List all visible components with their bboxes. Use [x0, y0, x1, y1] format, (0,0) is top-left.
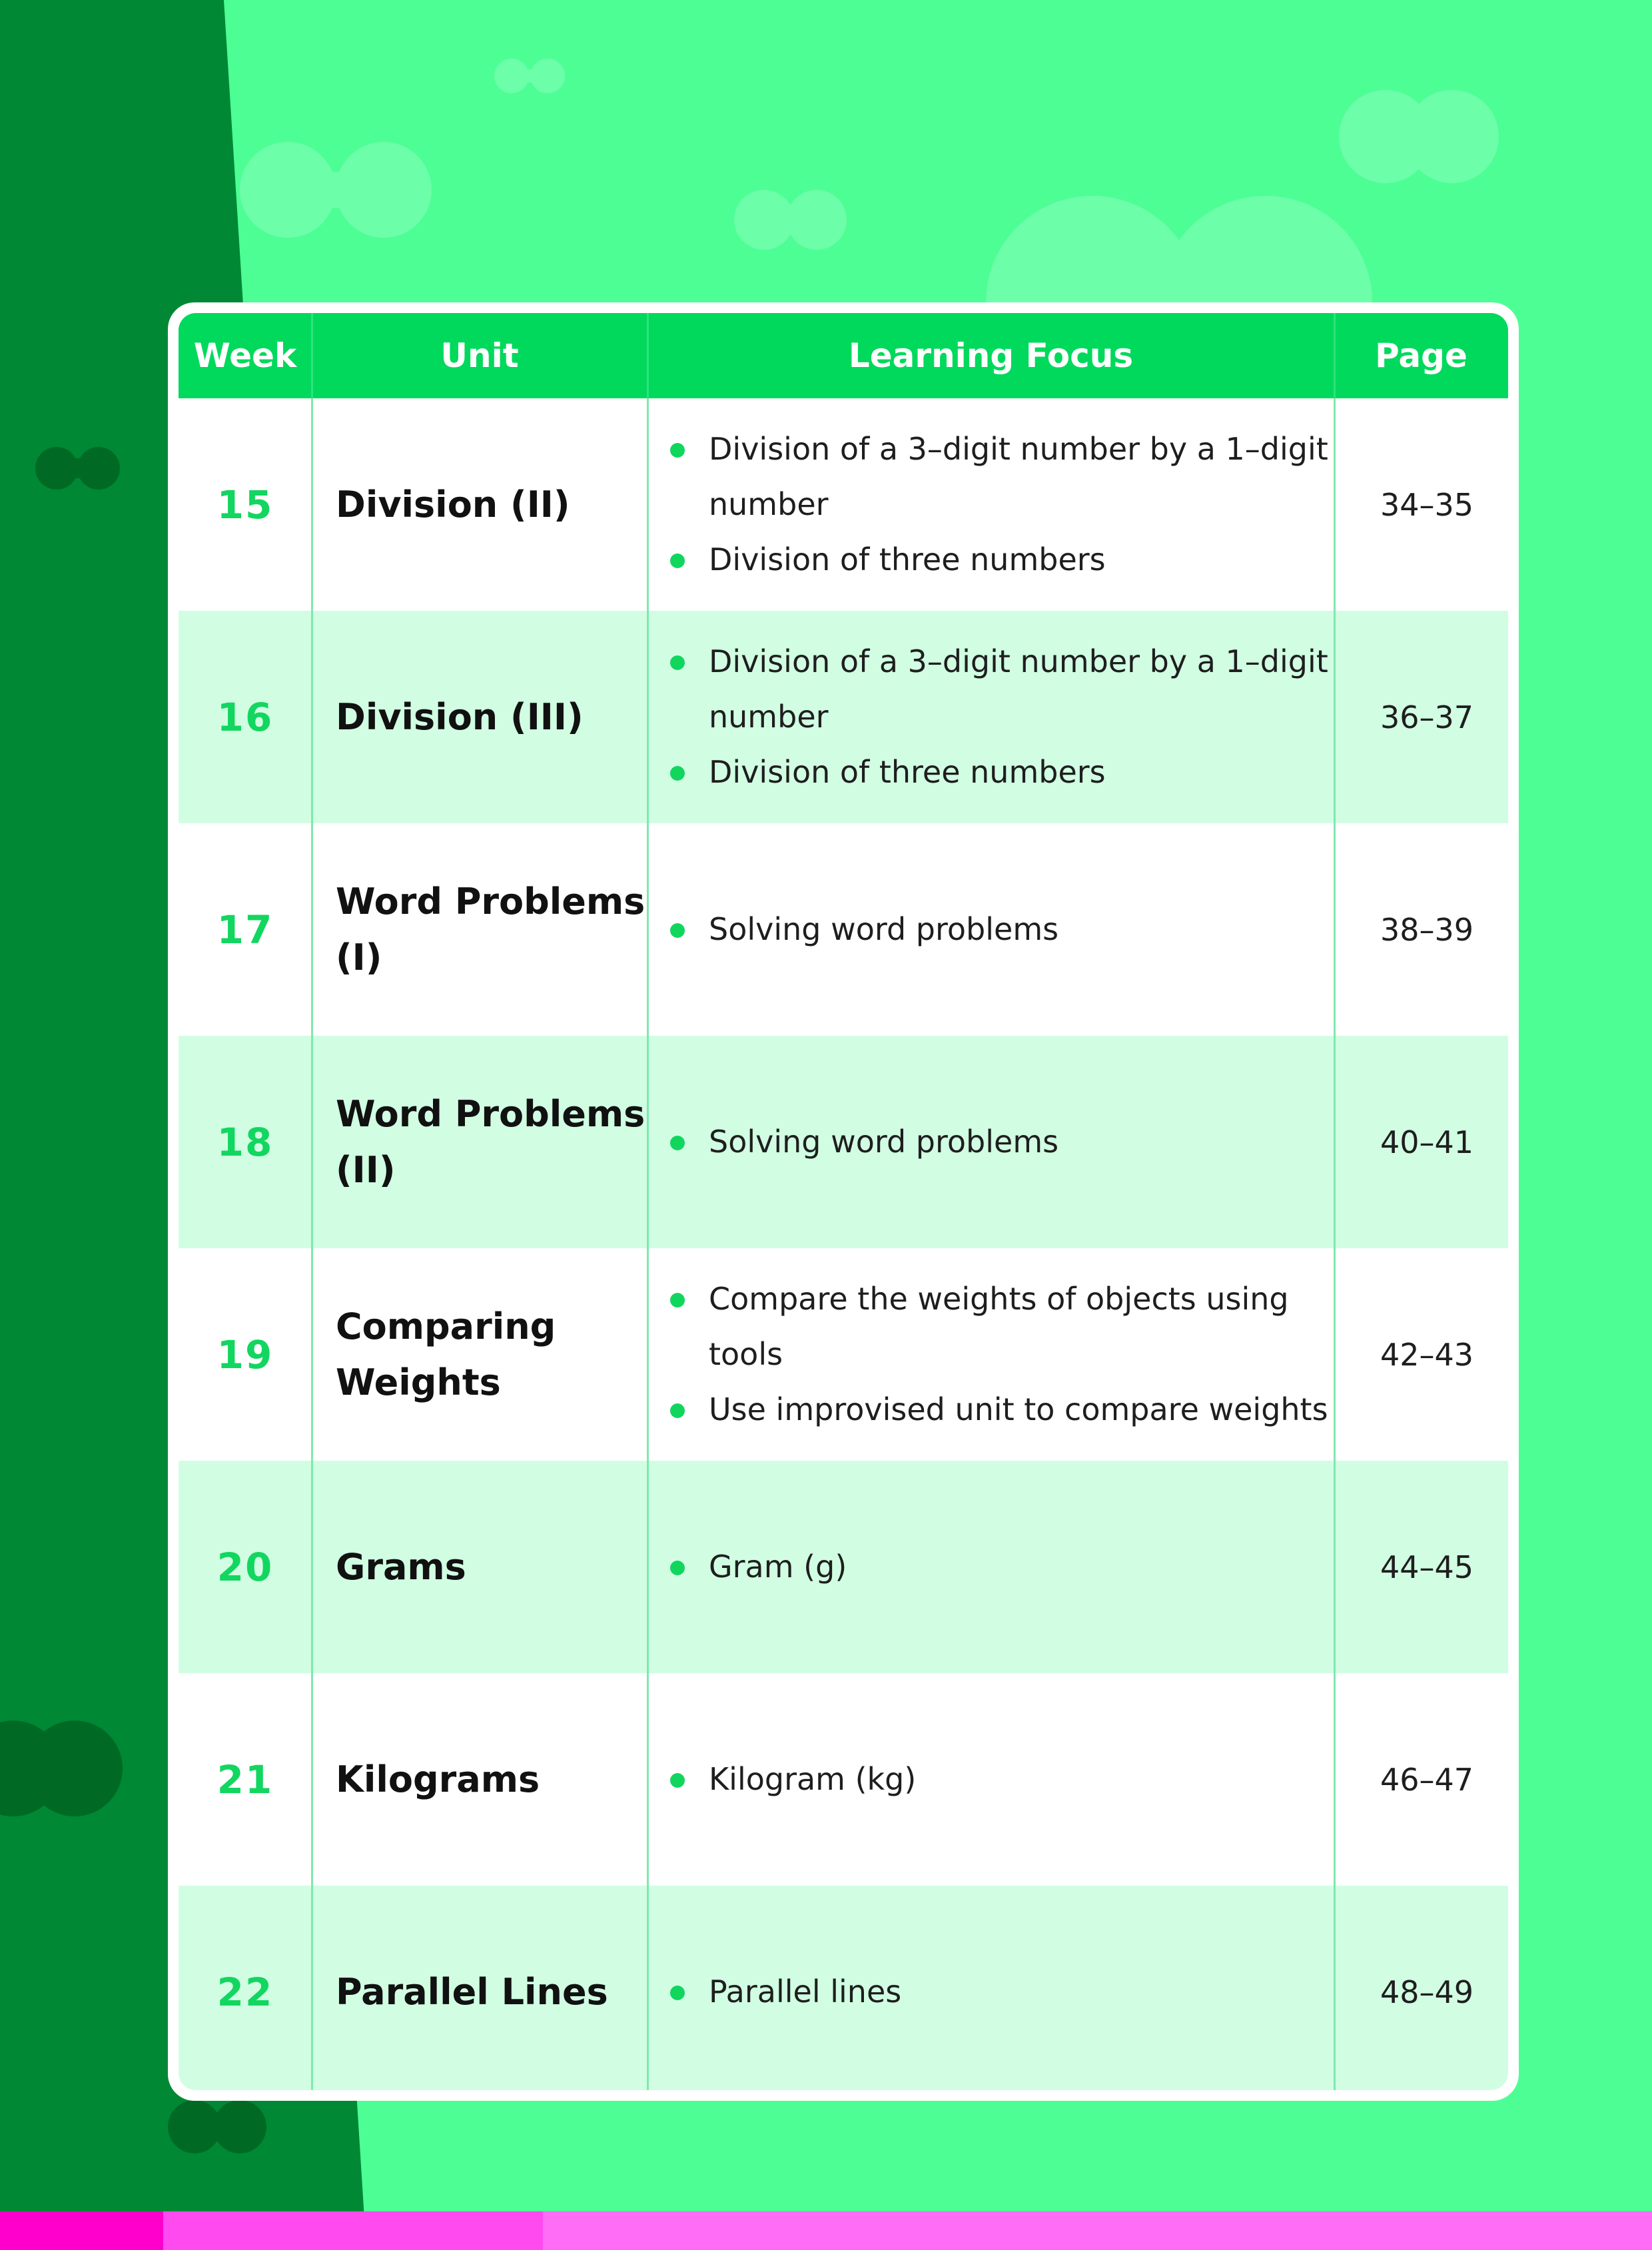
- page-range: 38–39: [1380, 911, 1474, 948]
- header-unit: Unit: [440, 336, 519, 375]
- learning-focus-item: [670, 422, 1336, 532]
- table-row: [179, 611, 1508, 823]
- column-divider: [647, 313, 649, 2090]
- learning-focus-text: Solving word problems: [709, 911, 1059, 947]
- learning-focus-text: Kilogram (kg): [709, 1761, 917, 1797]
- bullet-dot-icon: [670, 655, 685, 670]
- page-range: 36–37: [1380, 699, 1474, 735]
- learning-focus-text: Division of a 3–digit number by a 1–digit number: [709, 431, 1328, 522]
- learning-focus-item: [670, 1539, 1336, 1595]
- learning-focus-list: [670, 823, 1336, 1036]
- page-range: 48–49: [1380, 1974, 1474, 2010]
- header-divider: [647, 313, 649, 398]
- learning-focus-item: [670, 902, 1336, 957]
- header-page: Page: [1375, 336, 1467, 375]
- unit-title-text: Grams: [336, 1545, 466, 1588]
- unit-title: [336, 1248, 649, 1461]
- bullet-dot-icon: [670, 1773, 685, 1788]
- learning-focus-text: Solving word problems: [709, 1124, 1059, 1160]
- unit-title: [336, 611, 649, 823]
- bullet-dot-icon: [670, 443, 685, 458]
- learning-focus-list: [670, 1886, 1336, 2090]
- week-number: 21: [216, 1756, 274, 1802]
- bottom-strip-magenta: [0, 2211, 163, 2250]
- page-range: 42–43: [1380, 1336, 1474, 1373]
- week-number: 18: [216, 1119, 274, 1165]
- table-row: [179, 398, 1508, 611]
- bullet-dot-icon: [670, 923, 685, 938]
- bullet-dot-icon: [670, 1293, 685, 1308]
- bullet-dot-icon: [670, 766, 685, 781]
- learning-focus-text: Use improvised unit to compare weights: [709, 1391, 1328, 1427]
- bullet-dot-icon: [670, 1561, 685, 1575]
- page-range: 34–35: [1380, 486, 1474, 523]
- unit-title: [336, 1886, 649, 2090]
- schedule-table: [179, 313, 1508, 2090]
- header-week: Week: [193, 336, 297, 375]
- page-range: 46–47: [1380, 1761, 1474, 1798]
- column-divider: [1334, 313, 1336, 2090]
- bottom-strip-pink: [163, 2211, 543, 2250]
- week-number: 17: [216, 907, 274, 952]
- learning-focus-list: [670, 1036, 1336, 1248]
- learning-focus-list: [670, 1248, 1336, 1461]
- learning-focus-text: Parallel lines: [709, 1974, 902, 2010]
- learning-focus-item: [670, 532, 1336, 587]
- bottom-strip-light: [543, 2211, 1652, 2250]
- learning-focus-item: [670, 1272, 1336, 1382]
- unit-title-text: Division (II): [336, 483, 570, 526]
- header-learning-focus: Learning Focus: [848, 336, 1134, 375]
- learning-focus-text: Division of three numbers: [709, 754, 1106, 790]
- week-number: 19: [216, 1331, 274, 1377]
- table-row: [179, 823, 1508, 1036]
- unit-title-text: Kilograms: [336, 1758, 540, 1800]
- learning-focus-text: Division of three numbers: [709, 542, 1106, 577]
- learning-focus-item: [670, 1964, 1336, 2020]
- bullet-dot-icon: [670, 554, 685, 568]
- page-range: 40–41: [1380, 1124, 1474, 1160]
- learning-focus-list: [670, 1461, 1336, 1673]
- column-divider: [311, 313, 313, 2090]
- table-row: [179, 1673, 1508, 1886]
- table-row: [179, 1036, 1508, 1248]
- bullet-dot-icon: [670, 1986, 685, 2000]
- learning-focus-item: [670, 1382, 1336, 1437]
- unit-title-text: Word Problems (II): [336, 1092, 645, 1191]
- unit-title: [336, 1036, 649, 1248]
- table-header: [179, 313, 1508, 398]
- unit-title-text: Parallel Lines: [336, 1970, 608, 2013]
- week-number: 22: [216, 1969, 274, 2015]
- bullet-dot-icon: [670, 1403, 685, 1418]
- header-divider: [1334, 313, 1336, 398]
- unit-title: [336, 1461, 649, 1673]
- week-number: 16: [216, 694, 274, 740]
- table-row: [179, 1461, 1508, 1673]
- learning-focus-item: [670, 1752, 1336, 1807]
- learning-focus-list: [670, 398, 1336, 611]
- unit-title: [336, 823, 649, 1036]
- page-range: 44–45: [1380, 1549, 1474, 1585]
- schedule-card: [168, 302, 1519, 2101]
- week-number: 15: [216, 482, 274, 528]
- week-number: 20: [216, 1544, 274, 1590]
- unit-title-text: Word Problems (I): [336, 880, 645, 978]
- learning-focus-text: Gram (g): [709, 1549, 847, 1585]
- header-divider: [311, 313, 313, 398]
- learning-focus-item: [670, 634, 1336, 745]
- table-row: [179, 1248, 1508, 1461]
- learning-focus-item: [670, 1114, 1336, 1170]
- unit-title: [336, 398, 649, 611]
- unit-title-text: Division (III): [336, 695, 584, 738]
- learning-focus-list: [670, 1673, 1336, 1886]
- learning-focus-list: [670, 611, 1336, 823]
- learning-focus-item: [670, 745, 1336, 800]
- table-row: [179, 1886, 1508, 2090]
- unit-title: [336, 1673, 649, 1886]
- learning-focus-text: Compare the weights of objects using tools: [709, 1281, 1289, 1372]
- learning-focus-text: Division of a 3–digit number by a 1–digit number: [709, 643, 1328, 735]
- bullet-dot-icon: [670, 1136, 685, 1150]
- unit-title-text: Comparing Weights: [336, 1305, 556, 1403]
